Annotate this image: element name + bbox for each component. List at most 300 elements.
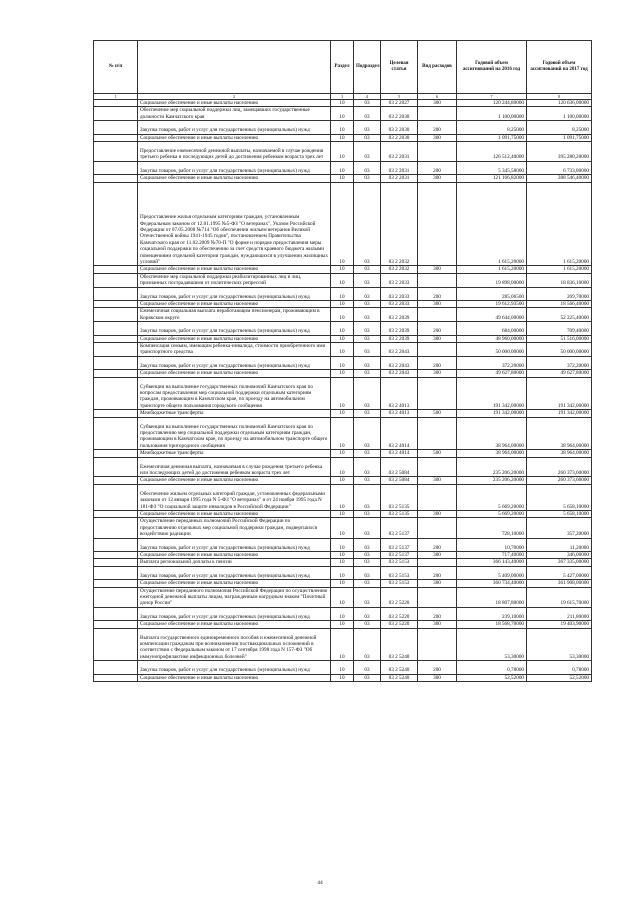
cell-podrazdel: 03 (354, 477, 381, 484)
cell-name: Обеспечение жильем отдельных категорий граждан, установленных федеральными законами от 12 января 1995 года N 5-ФЗ "О ветеранах" и от 24 ноября 1995 года N 181-ФЗ "О социальной защите инвалидов в Российской Федерации" (138, 484, 331, 510)
cell-target-article: 03 2 2039 (381, 308, 418, 322)
cell-num (94, 287, 138, 300)
cell-amount-2016: 366 143,40000 (457, 559, 527, 566)
table-row (94, 450, 592, 457)
cell-expense-type: 300 (418, 621, 457, 628)
cell-amount-2016: 5 669,20000 (457, 511, 527, 518)
cell-podrazdel: 03 (354, 457, 381, 477)
cell-podrazdel: 03 (354, 161, 381, 174)
cell-num (94, 266, 138, 273)
cell-podrazdel: 03 (354, 377, 381, 410)
cell-expense-type: 300 (418, 477, 457, 484)
cell-razdel: 10 (331, 343, 354, 357)
cell-expense-type (418, 107, 457, 121)
cell-podrazdel: 03 (354, 566, 381, 579)
cell-num (94, 356, 138, 369)
cell-num (94, 121, 138, 134)
cell-target-article: 03 2 2043 (381, 370, 418, 377)
cell-amount-2017: 1 100,00000 (527, 107, 592, 121)
cell-amount-2017: 395 280,20000 (527, 142, 592, 162)
cell-target-article: 03 2 5137 (381, 552, 418, 559)
cell-num (94, 661, 138, 674)
cell-num (94, 175, 138, 182)
cell-amount-2017: 5 658,10000 (527, 484, 592, 510)
cell-target-article: 03 2 5137 (381, 538, 418, 551)
cell-name: Выплата региональной доплаты к пенсии (138, 559, 331, 566)
cell-amount-2017: 361 908,00000 (527, 580, 592, 587)
table-row (94, 121, 592, 134)
cell-razdel: 10 (331, 377, 354, 410)
cell-expense-type (418, 142, 457, 162)
cell-razdel: 10 (331, 518, 354, 538)
header-name (138, 41, 331, 94)
table-row (94, 607, 592, 620)
cell-target-article: 03 2 5220 (381, 587, 418, 607)
cell-razdel: 10 (331, 301, 354, 308)
cell-target-article: 03 2 5153 (381, 566, 418, 579)
cell-razdel: 10 (331, 417, 354, 450)
cell-target-article: 03 2 2039 (381, 322, 418, 335)
cell-target-article: 03 2 2030 (381, 134, 418, 141)
cell-expense-type (418, 484, 457, 510)
cell-razdel: 10 (331, 266, 354, 273)
cell-num (94, 100, 138, 107)
cell-razdel: 10 (331, 580, 354, 587)
cell-target-article: 03 2 2032 (381, 182, 418, 266)
cell-podrazdel: 03 (354, 587, 381, 607)
table-row (94, 175, 592, 182)
budget-table (93, 40, 592, 682)
cell-name: Закупка товаров, работ и услуг для государственных (муниципальных) нужд (138, 538, 331, 551)
header-target-article: Целевая статья (381, 41, 418, 94)
header-num: № п/п (94, 41, 138, 94)
table-row (94, 182, 592, 266)
cell-razdel: 10 (331, 511, 354, 518)
cell-amount-2016: 8,25000 (457, 121, 527, 134)
cell-num (94, 161, 138, 174)
cell-expense-type: 200 (418, 121, 457, 134)
cell-num (94, 134, 138, 141)
cell-podrazdel: 03 (354, 301, 381, 308)
cell-podrazdel: 03 (354, 175, 381, 182)
table-row (94, 370, 592, 377)
table-row (94, 107, 592, 121)
cell-target-article: 03 2 2031 (381, 175, 418, 182)
cell-amount-2016: 49 644,00000 (457, 308, 527, 322)
table-row (94, 484, 592, 510)
cell-name: Закупка товаров, работ и услуг для государственных (муниципальных) нужд (138, 566, 331, 579)
cell-razdel: 10 (331, 370, 354, 377)
colnum-3: 3 (331, 94, 354, 100)
colnum-1: 1 (94, 94, 138, 100)
cell-expense-type (418, 308, 457, 322)
cell-num (94, 628, 138, 661)
cell-amount-2016: 18 568,70000 (457, 621, 527, 628)
cell-name: Социальное обеспечение и иные выплаты населению (138, 580, 331, 587)
cell-razdel: 10 (331, 273, 354, 287)
cell-expense-type: 300 (418, 335, 457, 342)
cell-razdel: 10 (331, 559, 354, 566)
cell-target-article: 03 2 5220 (381, 607, 418, 620)
cell-num (94, 417, 138, 450)
colnum-8: 8 (527, 94, 592, 100)
cell-razdel: 10 (331, 410, 354, 417)
table-row (94, 621, 592, 628)
cell-amount-2017: 8,25000 (527, 121, 592, 134)
cell-amount-2017: 0,78000 (527, 661, 592, 674)
cell-num (94, 335, 138, 342)
cell-num (94, 450, 138, 457)
cell-razdel: 10 (331, 142, 354, 162)
cell-name: Предоставление ежемесячной денежной выплаты, назначаемой в случае рождения третьего ребенка и последующих детей до достижения ребенком возраста трех лет (138, 142, 331, 162)
cell-amount-2016: 0,78000 (457, 661, 527, 674)
cell-expense-type: 300 (418, 134, 457, 141)
cell-target-article: 03 2 2030 (381, 121, 418, 134)
cell-name: Социальное обеспечение и иные выплаты населению (138, 301, 331, 308)
cell-amount-2016: 38 964,00000 (457, 417, 527, 450)
table-row (94, 518, 592, 538)
cell-expense-type: 300 (418, 266, 457, 273)
table-row (94, 417, 592, 450)
cell-num (94, 607, 138, 620)
cell-amount-2017: 18 566,40000 (527, 301, 592, 308)
cell-amount-2017: 18 836,10000 (527, 273, 592, 287)
header-expense-type: Вид расходов (418, 41, 457, 94)
cell-name: Межбюджетные трансферты (138, 450, 331, 457)
cell-name: Закупка товаров, работ и услуг для государственных (муниципальных) нужд (138, 356, 331, 369)
cell-amount-2016: 235 206,20000 (457, 477, 527, 484)
cell-razdel: 10 (331, 538, 354, 551)
cell-razdel: 10 (331, 621, 354, 628)
cell-amount-2016: 50 000,00000 (457, 343, 527, 357)
cell-amount-2017: 367 335,00000 (527, 559, 592, 566)
cell-podrazdel: 03 (354, 335, 381, 342)
cell-amount-2017: 6 733,80000 (527, 161, 592, 174)
table-row (94, 628, 592, 661)
table-row (94, 538, 592, 551)
cell-expense-type: 200 (418, 161, 457, 174)
cell-razdel: 10 (331, 587, 354, 607)
table-row (94, 566, 592, 579)
cell-num (94, 301, 138, 308)
cell-razdel: 10 (331, 450, 354, 457)
cell-num (94, 182, 138, 266)
cell-amount-2017: 38 964,00000 (527, 450, 592, 457)
cell-podrazdel: 03 (354, 287, 381, 300)
cell-amount-2017: 388 546,40000 (527, 175, 592, 182)
colnum-6: 6 (418, 94, 457, 100)
table-row (94, 308, 592, 322)
cell-podrazdel: 03 (354, 121, 381, 134)
cell-amount-2016: 18 807,80000 (457, 587, 527, 607)
cell-name: Социальное обеспечение и иные выплаты населению (138, 335, 331, 342)
table-row (94, 322, 592, 335)
cell-target-article: 03 2 2027 (381, 100, 418, 107)
cell-name: Межбюджетные трансферты (138, 410, 331, 417)
cell-amount-2017: 5 427,00000 (527, 566, 592, 579)
cell-amount-2017: 211,80000 (527, 607, 592, 620)
cell-podrazdel: 03 (354, 142, 381, 162)
cell-amount-2016: 1 615,20000 (457, 266, 527, 273)
cell-expense-type: 200 (418, 607, 457, 620)
cell-expense-type: 300 (418, 580, 457, 587)
cell-podrazdel: 03 (354, 356, 381, 369)
cell-expense-type: 200 (418, 566, 457, 579)
cell-podrazdel: 03 (354, 343, 381, 357)
cell-amount-2016: 1 091,75000 (457, 134, 527, 141)
cell-name: Субвенции на выполнение государственных полномочий Камчатского края по вопросам предоставления мер социальной поддержки отдельным категориям граждан, проживающим в Камчатском крае, по проезду на автомобильном транспорте общего пользования городского сообщения (138, 377, 331, 410)
cell-target-article: 03 2 2032 (381, 266, 418, 273)
cell-expense-type (418, 273, 457, 287)
table-row (94, 559, 592, 566)
cell-amount-2016: 191 342,00000 (457, 410, 527, 417)
cell-name: Предоставление жилья отдельным категориям граждан, установленным Федеральным законом от 12.01.1995 №5-ФЗ "О ветеранах", Указом Российской Федерации от 07.05.2008 №714 "Об обеспечении жильем ветеранов Великой Отечественной войны 1941-1945 годов", постановлением Правительства Камчатского края от 11.02.2009 №70-П "О форме и порядке предоставления меры социальной поддержки по обеспечению за счет средств краевого бюджета жилыми помещениями отдельной категории граждан, нуждающихся в улучшении жилищных условий" (138, 182, 331, 266)
cell-razdel: 10 (331, 356, 354, 369)
cell-name: Субвенции на выполнение государственных полномочий Камчатского края по предоставлению мер социальной поддержки отдельным категориям граждан, проживающим в Камчатском крае, по проезду на автомобильном транспорте общего пользования пригородного сообщения (138, 417, 331, 450)
cell-expense-type: 200 (418, 322, 457, 335)
cell-name: Осуществление переданных полномочий Российской Федерации по предоставлению отдельных мер социальной поддержки граждан, подвергшихся воздействию радиации (138, 518, 331, 538)
cell-amount-2016: 372,20000 (457, 356, 527, 369)
cell-amount-2017: 51 516,00000 (527, 335, 592, 342)
cell-expense-type: 500 (418, 410, 457, 417)
cell-amount-2017: 52,52000 (527, 674, 592, 681)
cell-num (94, 518, 138, 538)
cell-target-article: 03 2 5153 (381, 559, 418, 566)
colnum-4: 4 (354, 94, 381, 100)
table-row (94, 273, 592, 287)
cell-target-article: 03 2 2033 (381, 287, 418, 300)
cell-name: Социальное обеспечение и иные выплаты населению (138, 370, 331, 377)
cell-name: Социальное обеспечение и иные выплаты населению (138, 674, 331, 681)
table-row (94, 343, 592, 357)
cell-podrazdel: 03 (354, 107, 381, 121)
cell-num (94, 273, 138, 287)
cell-name: Осуществление переданного полномочия Российской Федерации по осуществлению ежегодной денежной выплаты лицам, награжденным нагрудным знаком "Почетный донор России" (138, 587, 331, 607)
table-row (94, 301, 592, 308)
cell-name: Ежемесячная социальная выплата неработающим пенсионерам, проживающим в Корякском округе (138, 308, 331, 322)
table-row (94, 674, 592, 681)
table-row (94, 161, 592, 174)
cell-expense-type: 300 (418, 301, 457, 308)
cell-name: Закупка товаров, работ и услуг для государственных (муниципальных) нужд (138, 121, 331, 134)
cell-target-article: 03 2 2033 (381, 301, 418, 308)
table-row (94, 457, 592, 477)
cell-razdel: 10 (331, 308, 354, 322)
cell-expense-type: 200 (418, 538, 457, 551)
cell-amount-2016: 285,06500 (457, 287, 527, 300)
cell-target-article: 03 2 5240 (381, 628, 418, 661)
cell-amount-2016: 684,00000 (457, 322, 527, 335)
cell-amount-2016: 53,30000 (457, 628, 527, 661)
cell-amount-2016: 38 964,00000 (457, 450, 527, 457)
cell-podrazdel: 03 (354, 484, 381, 510)
cell-razdel: 10 (331, 287, 354, 300)
cell-target-article: 03 2 2039 (381, 335, 418, 342)
cell-amount-2016: 120 244,80000 (457, 100, 527, 107)
cell-target-article: 03 2 5240 (381, 674, 418, 681)
cell-podrazdel: 03 (354, 450, 381, 457)
cell-razdel: 10 (331, 182, 354, 266)
cell-num (94, 566, 138, 579)
cell-num (94, 370, 138, 377)
table-row (94, 511, 592, 518)
cell-razdel: 10 (331, 607, 354, 620)
cell-podrazdel: 03 (354, 266, 381, 273)
colnum-5: 5 (381, 94, 418, 100)
cell-num (94, 484, 138, 510)
cell-podrazdel: 03 (354, 621, 381, 628)
header-razdel: Раздел (331, 41, 354, 94)
table-body (94, 100, 592, 682)
cell-num (94, 621, 138, 628)
cell-podrazdel: 03 (354, 100, 381, 107)
cell-amount-2016: 239,10000 (457, 607, 527, 620)
cell-amount-2017: 1 091,75000 (527, 134, 592, 141)
cell-expense-type (418, 457, 457, 477)
cell-amount-2017: 260 373,60000 (527, 457, 592, 477)
cell-num (94, 377, 138, 410)
cell-name: Компенсация семьям, имеющим ребенка-инвалида, стоимости приобретенного ими транспортного средства (138, 343, 331, 357)
cell-amount-2016: 19 612,93500 (457, 301, 527, 308)
cell-amount-2016: 360 734,40000 (457, 580, 527, 587)
budget-table-container (93, 40, 591, 682)
cell-amount-2017: 191 342,00000 (527, 410, 592, 417)
cell-amount-2017: 19 615,70000 (527, 587, 592, 607)
cell-num (94, 552, 138, 559)
cell-amount-2016: 10,70000 (457, 538, 527, 551)
cell-num (94, 322, 138, 335)
table-row (94, 142, 592, 162)
cell-num (94, 410, 138, 417)
table-row (94, 580, 592, 587)
cell-amount-2016: 235 206,20000 (457, 457, 527, 477)
cell-amount-2016: 5 409,00000 (457, 566, 527, 579)
cell-razdel: 10 (331, 134, 354, 141)
table-row (94, 477, 592, 484)
cell-name: Выплата государственного единовременного пособия и ежемесячной денежной компенсации гражданам при возникновении поствакцинальных осложнений в соответствии с Федеральным законом от 17 сентября 1998 года N 157-ФЗ "Об иммунопрофилактике инфекционных болезней" (138, 628, 331, 661)
cell-razdel: 10 (331, 335, 354, 342)
cell-target-article: 03 2 2031 (381, 142, 418, 162)
cell-num (94, 559, 138, 566)
cell-target-article: 03 2 5084 (381, 477, 418, 484)
cell-podrazdel: 03 (354, 322, 381, 335)
cell-amount-2017: 11,20000 (527, 538, 592, 551)
page-number: 44 (317, 880, 323, 886)
cell-amount-2017: 5 658,10000 (527, 511, 592, 518)
cell-expense-type (418, 377, 457, 410)
header-podrazdel: Подраздел (354, 41, 381, 94)
cell-podrazdel: 03 (354, 518, 381, 538)
cell-num (94, 511, 138, 518)
cell-target-article: 03 2 4014 (381, 450, 418, 457)
cell-amount-2016: 191 342,00000 (457, 377, 527, 410)
cell-amount-2016: 5 345,58000 (457, 161, 527, 174)
cell-expense-type (418, 518, 457, 538)
cell-podrazdel: 03 (354, 538, 381, 551)
cell-name: Социальное обеспечение и иные выплаты населению (138, 552, 331, 559)
cell-expense-type (418, 628, 457, 661)
table-row (94, 356, 592, 369)
cell-razdel: 10 (331, 107, 354, 121)
cell-amount-2017: 52 225,40000 (527, 308, 592, 322)
cell-target-article: 03 2 4013 (381, 377, 418, 410)
cell-name: Социальное обеспечение и иные выплаты населению (138, 175, 331, 182)
header-2016: Годовой объем ассигнований на 2016 год (457, 41, 527, 94)
cell-razdel: 10 (331, 121, 354, 134)
cell-name: Закупка товаров, работ и услуг для государственных (муниципальных) нужд (138, 607, 331, 620)
cell-podrazdel: 03 (354, 308, 381, 322)
cell-name: Социальное обеспечение и иные выплаты населению (138, 100, 331, 107)
cell-name: Закупка товаров, работ и услуг для государственных (муниципальных) нужд (138, 161, 331, 174)
cell-amount-2016: 126 512,40000 (457, 142, 527, 162)
cell-podrazdel: 03 (354, 134, 381, 141)
cell-expense-type: 200 (418, 661, 457, 674)
table-row (94, 100, 592, 107)
cell-name: Закупка товаров, работ и услуг для государственных (муниципальных) нужд (138, 322, 331, 335)
cell-amount-2016: 49 627,80000 (457, 370, 527, 377)
cell-target-article: 03 2 2030 (381, 107, 418, 121)
cell-amount-2017: 260 373,60000 (527, 477, 592, 484)
cell-amount-2016: 1 100,00000 (457, 107, 527, 121)
cell-podrazdel: 03 (354, 580, 381, 587)
cell-expense-type: 300 (418, 370, 457, 377)
cell-podrazdel: 03 (354, 182, 381, 266)
cell-podrazdel: 03 (354, 273, 381, 287)
cell-target-article: 03 2 2033 (381, 273, 418, 287)
cell-podrazdel: 03 (354, 511, 381, 518)
cell-amount-2017: 346,00000 (527, 552, 592, 559)
cell-razdel: 10 (331, 161, 354, 174)
cell-expense-type: 300 (418, 100, 457, 107)
cell-expense-type (418, 182, 457, 266)
cell-razdel: 10 (331, 100, 354, 107)
cell-podrazdel: 03 (354, 370, 381, 377)
cell-name: Социальное обеспечение и иные выплаты населению (138, 477, 331, 484)
cell-target-article: 03 2 5135 (381, 484, 418, 510)
cell-num (94, 343, 138, 357)
cell-target-article: 03 2 2031 (381, 161, 418, 174)
table-row (94, 287, 592, 300)
cell-razdel: 10 (331, 322, 354, 335)
cell-num (94, 107, 138, 121)
cell-num (94, 674, 138, 681)
cell-num (94, 142, 138, 162)
cell-num (94, 457, 138, 477)
header-2017: Годовой объем ассигнований на 2017 год (527, 41, 592, 94)
cell-expense-type: 300 (418, 175, 457, 182)
cell-expense-type: 200 (418, 356, 457, 369)
cell-amount-2016: 52,52000 (457, 674, 527, 681)
cell-target-article: 03 2 2043 (381, 343, 418, 357)
cell-target-article: 03 2 4014 (381, 417, 418, 450)
cell-razdel: 10 (331, 628, 354, 661)
table-row (94, 335, 592, 342)
cell-expense-type: 300 (418, 674, 457, 681)
cell-amount-2017: 19 403,90000 (527, 621, 592, 628)
colnum-7: 7 (457, 94, 527, 100)
cell-target-article: 03 2 5153 (381, 580, 418, 587)
table-row (94, 661, 592, 674)
cell-razdel: 10 (331, 477, 354, 484)
cell-name: Обеспечение мер социальной поддержки реабилитированных лиц и лиц, признанных пострадавшими от политических репрессий (138, 273, 331, 287)
cell-name: Закупка товаров, работ и услуг для государственных (муниципальных) нужд (138, 661, 331, 674)
table-row (94, 552, 592, 559)
cell-razdel: 10 (331, 674, 354, 681)
cell-num (94, 477, 138, 484)
cell-podrazdel: 03 (354, 559, 381, 566)
cell-amount-2017: 191 342,00000 (527, 377, 592, 410)
cell-target-article: 03 2 5220 (381, 621, 418, 628)
